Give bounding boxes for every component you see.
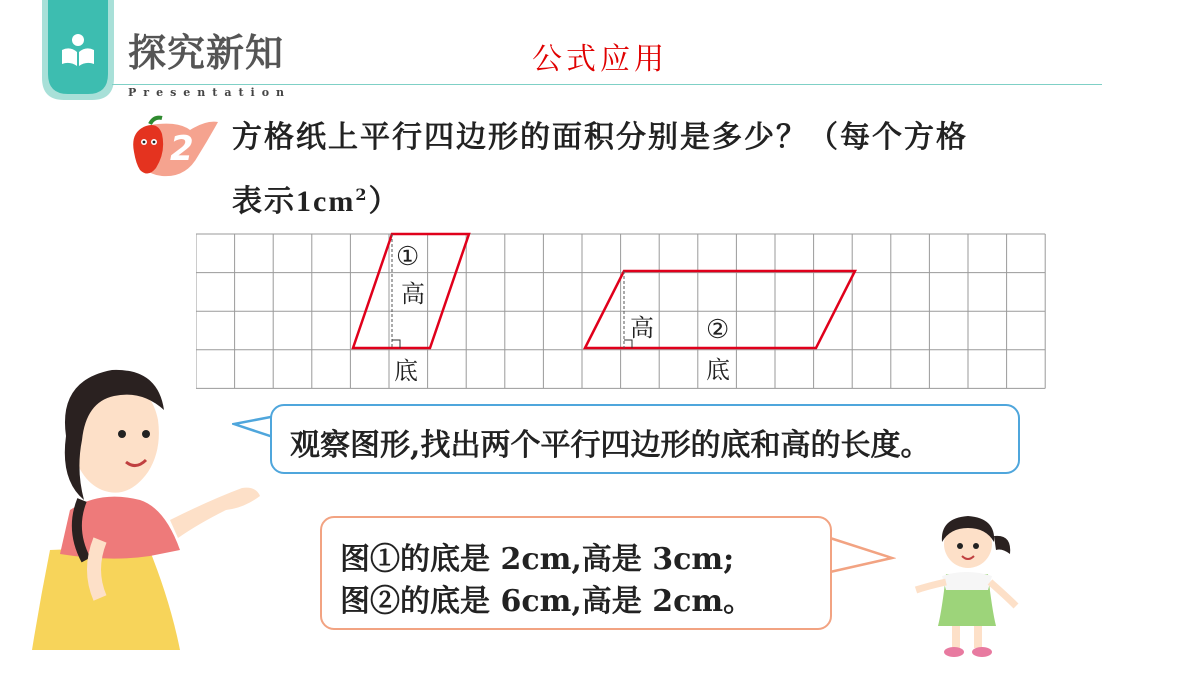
grid-paper <box>196 232 1052 390</box>
shape-1-height-label: 高 <box>401 280 425 308</box>
answer-line-2: 图②的底是 6cm,高是 2cm。 <box>340 584 754 619</box>
header-divider <box>112 84 1102 85</box>
shape-2-height-label: 高 <box>630 314 654 342</box>
teacher-illustration <box>30 350 270 650</box>
teacher-speech-text: 观察图形,找出两个平行四边形的底和高的长度。 <box>290 428 931 463</box>
teacher-speech-bubble <box>270 404 1020 474</box>
shape-1-label: ① <box>396 242 420 272</box>
shape-2-base-label: 底 <box>706 356 730 384</box>
answer-speech-bubble <box>320 516 832 630</box>
answer-line-1: 图①的底是 2cm,高是 3cm; <box>340 542 735 577</box>
svg-text:2: 2 <box>170 129 194 169</box>
question-text-unit: 表示$1cm^2$） <box>232 184 401 219</box>
header-tab <box>42 0 114 100</box>
section-title: 公式应用 <box>532 42 668 77</box>
bubble-tail <box>826 536 896 576</box>
shape-2-label: ② <box>706 315 730 345</box>
page-title: 探究新知 <box>128 31 285 75</box>
question-text: 方格纸上平行四边形的面积分别是多少？（每个方格 <box>232 120 968 155</box>
shape-1-base-label: 底 <box>394 357 418 385</box>
question-number-badge <box>128 112 218 182</box>
girl-illustration <box>912 510 1032 660</box>
page-subtitle: Presentation <box>128 86 292 99</box>
